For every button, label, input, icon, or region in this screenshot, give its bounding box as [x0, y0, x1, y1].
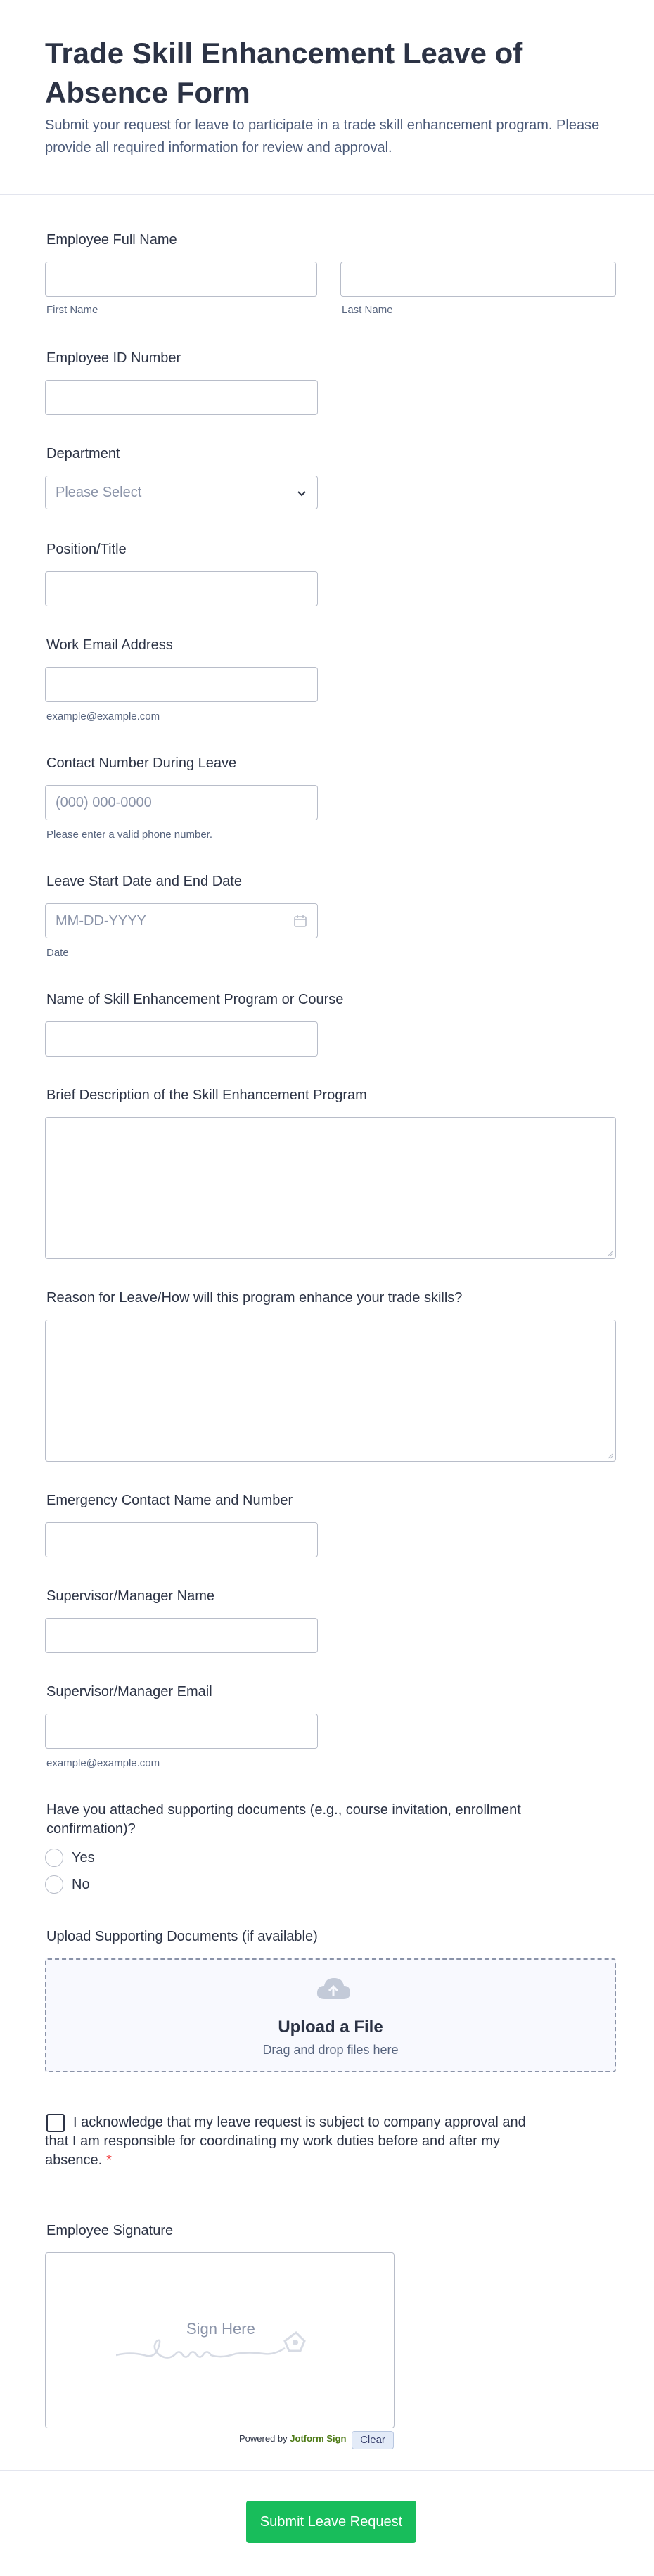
radio-label-yes: Yes [72, 1850, 95, 1866]
work-email-input[interactable] [45, 667, 318, 702]
work-email-sublabel: example@example.com [46, 710, 160, 722]
last-name-sublabel: Last Name [342, 304, 393, 316]
emergency-contact-input[interactable] [45, 1522, 318, 1557]
resize-handle-icon[interactable] [606, 1249, 613, 1256]
emergency-contact-label: Emergency Contact Name and Number [46, 1493, 293, 1508]
radio-button[interactable] [45, 1849, 63, 1867]
signature-placeholder: Sign Here [186, 2320, 255, 2338]
signature-label: Employee Signature [46, 2223, 174, 2238]
supervisor-email-label: Supervisor/Manager Email [46, 1684, 212, 1700]
department-placeholder: Please Select [56, 485, 142, 500]
leave-date-sublabel: Date [46, 947, 69, 959]
program-name-input[interactable] [45, 1021, 318, 1057]
position-label: Position/Title [46, 542, 127, 557]
powered-by [239, 2433, 346, 2444]
leave-dates-label: Leave Start Date and End Date [46, 874, 242, 889]
program-description-label: Brief Description of the Skill Enhancement Program [46, 1088, 367, 1103]
contact-number-input[interactable] [45, 785, 318, 820]
acknowledgement-checkbox[interactable] [46, 2114, 65, 2132]
form-header [0, 0, 654, 195]
full-name-label: Employee Full Name [46, 232, 177, 248]
first-name-input[interactable] [45, 262, 317, 297]
leave-date-input[interactable] [45, 903, 318, 938]
powered-prefix: Powered by [239, 2433, 288, 2444]
chevron-down-icon [296, 487, 307, 499]
department-label: Department [46, 446, 120, 461]
last-name-input[interactable] [340, 262, 616, 297]
form-subtitle: Submit your request for leave to participate in a trade skill enhancement program. Please provide all required information for review and approval. [45, 117, 600, 155]
cloud-upload-icon [315, 1975, 352, 2003]
leave-date-placeholder: MM-DD-YYYY [56, 913, 146, 929]
employee-id-label: Employee ID Number [46, 350, 181, 366]
contact-number-label: Contact Number During Leave [46, 755, 237, 771]
upload-label: Upload Supporting Documents (if available) [46, 1929, 318, 1944]
acknowledgement-text: I acknowledge that my leave request is subject to company approval and that I am responsible for coordinating my work duties before and after my absence. [45, 2115, 526, 2168]
documents-attached-label: Have you attached supporting documents (e.g., course invitation, enrollment confirmation)? [46, 1802, 521, 1837]
work-email-label: Work Email Address [46, 637, 173, 653]
program-description-textarea[interactable] [45, 1117, 616, 1259]
signature-pad[interactable] [45, 2252, 395, 2428]
upload-subtitle: Drag and drop files here [262, 2043, 399, 2057]
reason-textarea[interactable] [45, 1320, 616, 1462]
file-upload-dropzone[interactable] [45, 1958, 616, 2072]
acknowledgement-label [45, 2113, 551, 2170]
supervisor-name-label: Supervisor/Manager Name [46, 1588, 214, 1604]
supervisor-email-input[interactable] [45, 1714, 318, 1749]
reason-label: Reason for Leave/How will this program enhance your trade skills? [46, 1290, 463, 1306]
calendar-icon[interactable] [293, 914, 307, 928]
contact-number-sublabel: Please enter a valid phone number. [46, 829, 212, 841]
program-name-label: Name of Skill Enhancement Program or Course [46, 992, 344, 1007]
submit-button[interactable]: Submit Leave Request [246, 2501, 416, 2543]
first-name-sublabel: First Name [46, 304, 98, 316]
form-title: Trade Skill Enhancement Leave of Absence Form [45, 37, 523, 109]
powered-brand[interactable]: Jotform Sign [290, 2433, 347, 2444]
radio-label-no: No [72, 1877, 90, 1892]
position-input[interactable] [45, 571, 318, 606]
required-asterisk: * [106, 2153, 112, 2168]
radio-button[interactable] [45, 1875, 63, 1894]
upload-title: Upload a File [278, 2017, 383, 2036]
form-footer [0, 2470, 654, 2576]
employee-id-input[interactable] [45, 380, 318, 415]
supervisor-name-input[interactable] [45, 1618, 318, 1653]
contact-number-placeholder: (000) 000-0000 [56, 795, 152, 810]
supervisor-email-sublabel: example@example.com [46, 1757, 160, 1769]
clear-signature-button[interactable]: Clear [352, 2431, 394, 2449]
resize-handle-icon[interactable] [606, 1452, 613, 1459]
department-select[interactable] [45, 476, 318, 509]
